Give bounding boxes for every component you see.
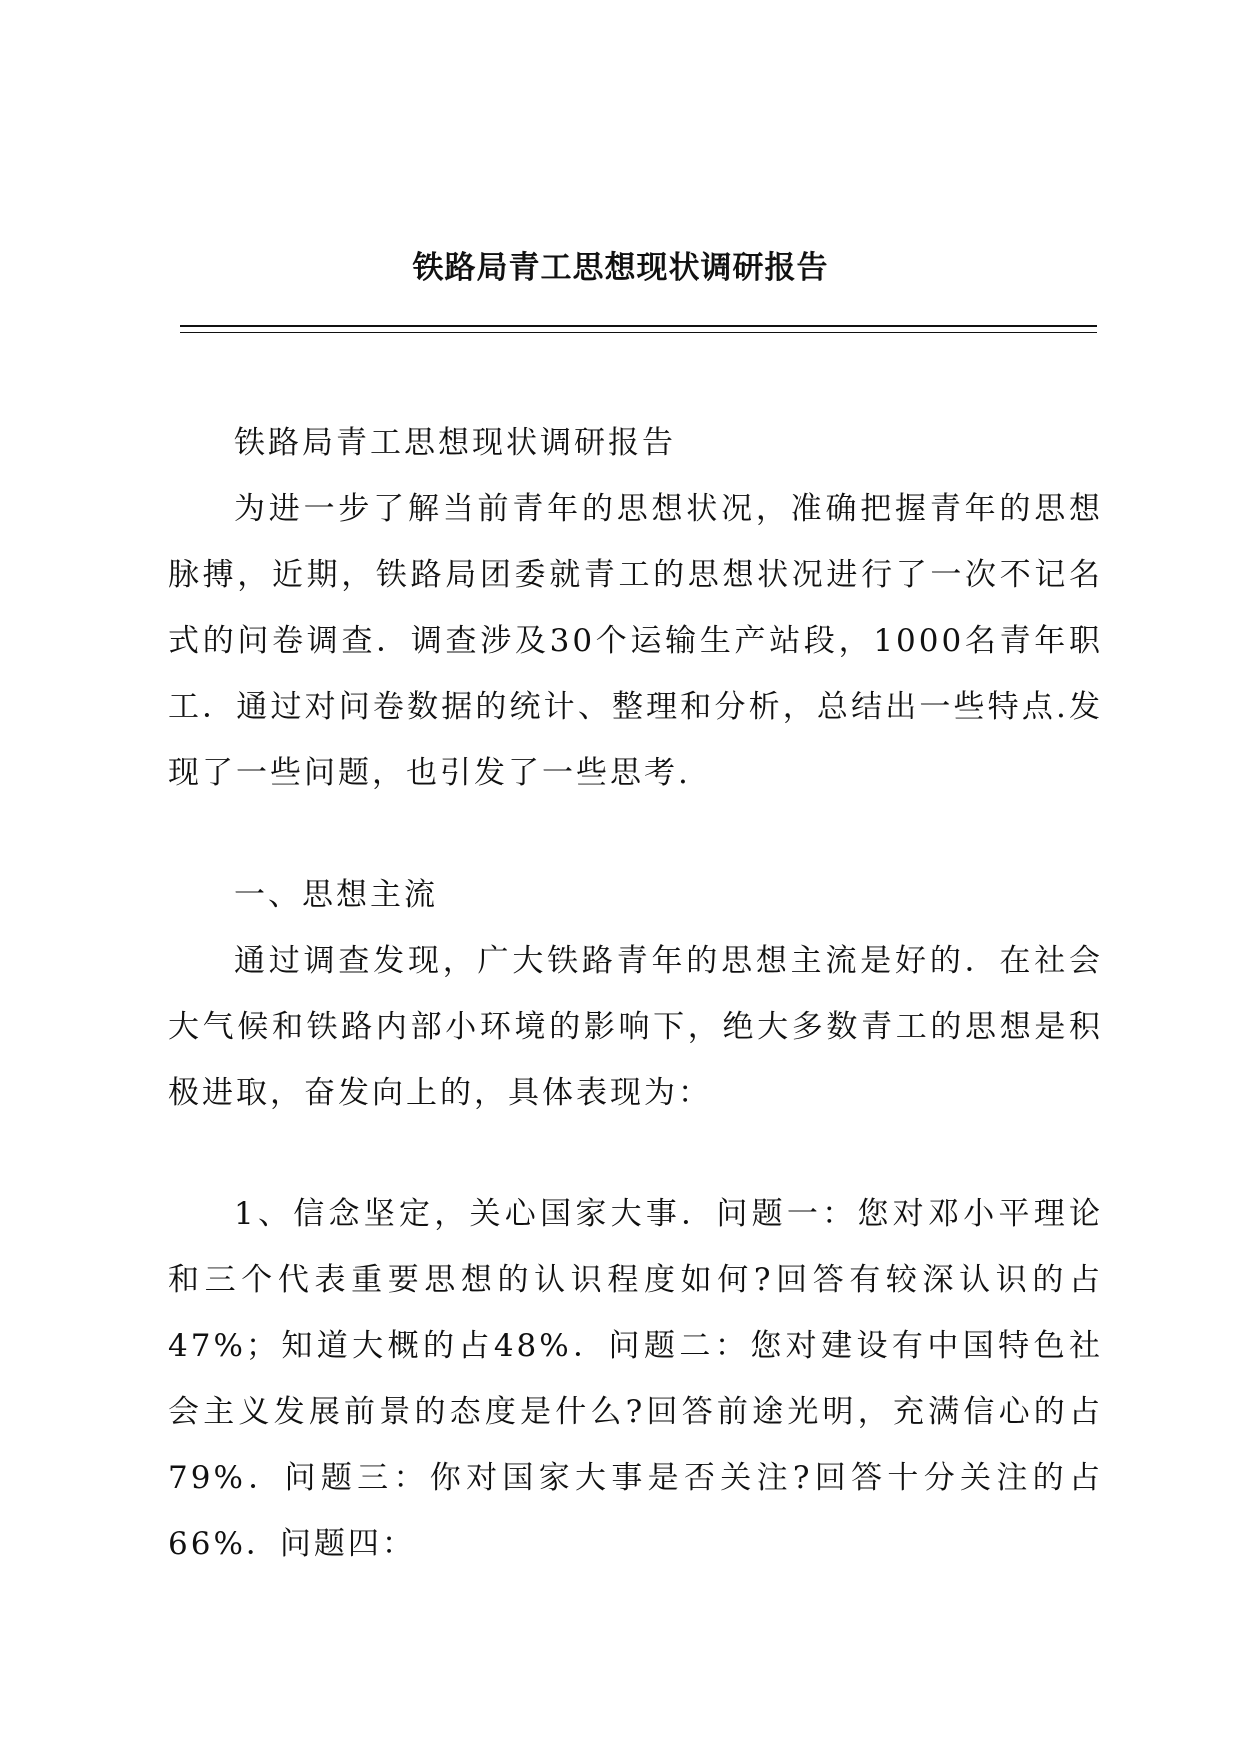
section-paragraph: 通过调查发现，广大铁路青年的思想主流是好的．在社会大气候和铁路内部小环境的影响下，绝大多数青工的思想是积极进取，奋发向上的，具体表现为： bbox=[168, 943, 1103, 1111]
section-heading: 一、思想主流 bbox=[234, 877, 438, 913]
intro-paragraph: 为进一步了解当前青年的思想状况，准确把握青年的思想脉搏，近期，铁路局团委就青工的思想状况进行了一次不记名式的问卷调查．调查涉及30个运输生产站段，1000名青年职工．通过对问卷数据的统计、整理和分析，总结出一些特点.发现了一些问题，也引发了一些思考. bbox=[168, 491, 1103, 791]
subsection-one bbox=[168, 1181, 1103, 1577]
intro-section bbox=[168, 410, 1103, 806]
section-one bbox=[168, 862, 1103, 1126]
subsection-paragraph: 1、信念坚定，关心国家大事．问题一：您对邓小平理论和三个代表重要思想的认识程度如何?回答有较深认识的占47%；知道大概的占48%．问题二：您对建设有中国特色社会主义发展前景的态度是什么?回答前途光明，充满信心的占79%．问题三：你对国家大事是否关注?回答十分关注的占66%．问题四： bbox=[168, 1196, 1103, 1562]
document-title: 铁路局青工思想现状调研报告 bbox=[412, 250, 829, 286]
body-subtitle: 铁路局青工思想现状调研报告 bbox=[234, 425, 676, 461]
title-divider bbox=[180, 325, 1097, 333]
